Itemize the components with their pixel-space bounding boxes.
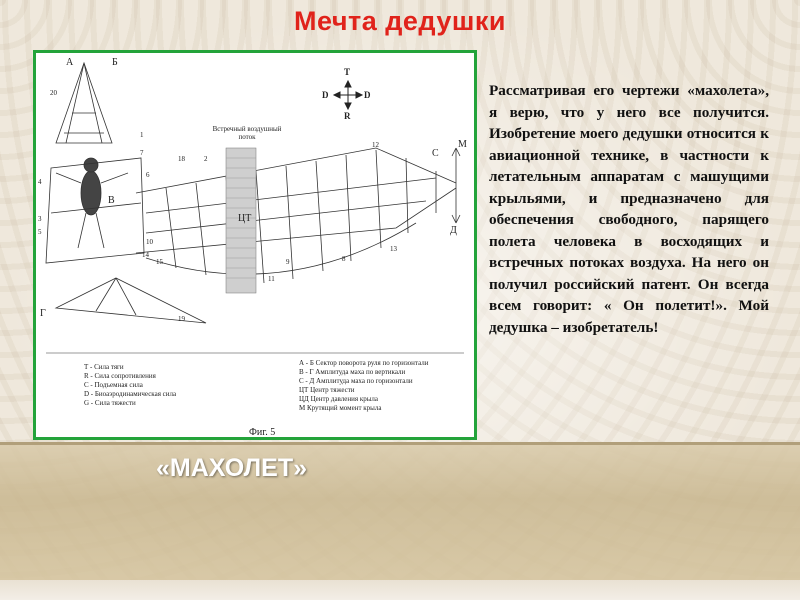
part-number: 1 [140, 131, 144, 139]
legend-forces [84, 363, 176, 408]
part-number: 2 [204, 155, 208, 163]
legend-item: Т - Сила тяги [84, 363, 124, 371]
part-number: 15 [156, 258, 163, 266]
makholet-subtitle: «МАХОЛЕТ» [156, 454, 308, 482]
legend-item: М Крутящий момент крыла [299, 404, 382, 412]
label-s: С [432, 148, 439, 159]
label-m: М [458, 139, 467, 150]
label-b: Б [112, 57, 118, 68]
patent-drawing-frame [33, 50, 477, 440]
compass-top-label: Т [344, 67, 351, 77]
part-number: 10 [146, 238, 153, 246]
part-number: 4 [38, 178, 42, 186]
legend-item: С - Д Амплитуда маха по горизонтали [299, 377, 413, 385]
part-number: 6 [146, 171, 150, 179]
compass-left-label: D [322, 90, 329, 100]
body-paragraph: Рассматривая его чертежи «махолета», я верю, что у него все получится. Изобретение моего дедушки относится к авиационной технике, в частности к летательным аппаратам с машущими крыльями, и предназначено для обеспечения свободного, парящего полета человека в восходящих и встречных потоках воздуха. На него он получил российский патент. Он всегда всем говорит: « Он полетит!». Мой дедушка – изобретатель! [489, 82, 769, 336]
figure-caption: Фиг. 5 [249, 427, 276, 438]
part-number: 3 [38, 215, 42, 223]
legend-item: В - Г Амплитуда маха по вертикали [299, 368, 406, 376]
legend-item: ЦД Центр давления крыла [299, 395, 379, 403]
center-of-gravity-label: ЦТ [238, 213, 252, 224]
label-a: А [66, 57, 74, 68]
force-compass [334, 81, 362, 109]
part-number: 11 [268, 275, 275, 283]
legend-item: D - Биоаэродинамическая сила [84, 390, 177, 398]
legend-item: ЦТ Центр тяжести [299, 386, 355, 394]
compass-bottom-label: R [344, 111, 351, 121]
rudder-shape [56, 63, 112, 143]
airflow-label: Встречный воздушный поток [212, 125, 282, 141]
label-d: Д [450, 225, 457, 236]
bottom-strip [0, 580, 800, 600]
part-number: 13 [390, 245, 397, 253]
slide-title: Мечта дедушки [293, 6, 506, 36]
part-number: 12 [372, 141, 379, 149]
part-number: 7 [140, 149, 144, 157]
compass-right-label: D [364, 90, 371, 100]
part-number: 8 [342, 255, 346, 263]
legend-item: С - Подъемная сила [84, 381, 143, 389]
part-number: 18 [178, 155, 185, 163]
part-number: 5 [38, 228, 42, 236]
part-number: 19 [178, 315, 185, 323]
label-v: В [108, 195, 115, 206]
legend-item: G - Сила тяжести [84, 399, 136, 407]
legend-item: R - Сила сопротивления [84, 372, 156, 380]
part-number: 9 [286, 258, 290, 266]
gold-band [0, 445, 800, 580]
label-g: Г [40, 308, 46, 319]
part-number: 14 [142, 251, 149, 259]
legend-sectors [299, 359, 428, 413]
part-number: 20 [50, 89, 57, 97]
legend-item: А - Б Сектор поворота руля по горизонтали [299, 359, 429, 367]
